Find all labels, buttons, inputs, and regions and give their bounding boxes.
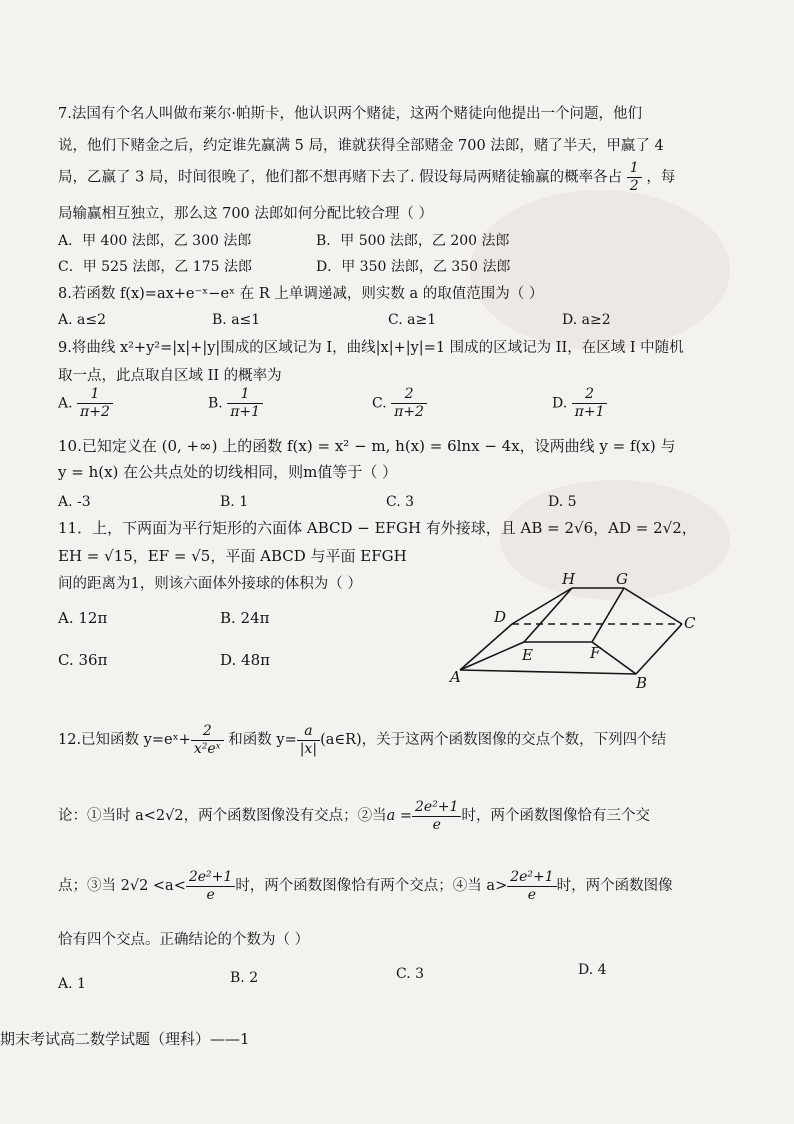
edge-CB [636,624,682,674]
q11-option-b: B. 24π [220,609,270,627]
q10-line1: 10.已知定义在 (0, +∞) 上的函数 f(x) = x² − m, h(x) = 6lnx − 4x，设两曲线 y = f(x) 与 [58,437,676,455]
edge-EH [524,588,572,642]
q12-fraction-c: $\frac{\text{2e²+1}}{e}$ [412,799,461,834]
edge-AB [460,670,636,674]
q10-option-d: D. 5 [548,494,577,510]
q12-fraction-d: $\frac{\text{2e²+1}}{e}$ [186,869,235,904]
q11-line3: 间的距离为1，则该六面体外接球的体积为（ ） [58,576,362,592]
q7-line2: 说，他们下赌金之后，约定谁先赢满 5 局，谁就获得全部赌金 700 法郎，赌了半天，甲赢了 4 [58,138,664,154]
label-H: H [562,570,576,588]
q9-option-c: C. $\frac{2}{\pi+2}$ [372,386,427,421]
label-F: F [590,644,601,662]
q12-line2: 论：①当时 a<2√2，两个函数图像没有交点；②当a = $\frac{\text{2e²+1}}{e}$ 时，两个函数图像恰有三个交 [58,798,650,833]
q11-option-c: C. 36π [58,651,108,669]
hexahedron-figure [446,566,706,690]
q12-option-c: C. 3 [396,966,425,982]
q8-stem: 8.若函数 f(x)=ax+e⁻ˣ−eˣ 在 R 上单调递减，则实数 a 的取值范围为（ ） [58,286,544,302]
q9-option-a: A. $\frac{1}{\pi+2}$ [58,386,113,421]
q10-line2: y = h(x) 在公共点处的切线相同，则m值等于（ ） [58,463,398,481]
q9-line2: 取一点，此点取自区域 II 的概率为 [58,368,282,384]
q11-line2: EH = √15，EF = √5，平面 ABCD 与平面 EFGH [58,547,407,565]
q9-option-d: D. $\frac{2}{\pi+1}$ [552,386,607,421]
q10-option-a: A. -3 [58,494,91,510]
label-B: B [636,674,648,690]
q11-option-d: D. 48π [220,651,270,669]
q9-option-b: B. $\frac{1}{\pi+1}$ [208,386,263,421]
q7-line4: 局输赢相互独立，那么这 700 法郎如何分配比较合理（ ） [58,206,434,222]
q8-option-c: C. a≥1 [388,312,437,328]
q12-fraction-e: $\frac{\text{2e²+1}}{e}$ [507,869,556,904]
label-E: E [522,646,533,664]
q7-line1: 7.法国有个名人叫做布莱尔·帕斯卡，他认识两个赌徒，这两个赌徒向他提出一个问题，他们 [58,106,642,122]
q12-fraction-a: $\frac{2}{\text{x²eˣ}}$ [191,723,224,758]
q12-line3: 点；③当 2√2 <a< $\frac{\text{2e²+1}}{e}$ 时，两个函数图像恰有两个交点；④当 a> $\frac{\text{2e²+1}}{e}$ 时，两个函数图像 [58,868,673,903]
q12-fraction-b: $\frac{a}{|x|}$ [297,723,320,758]
q8-option-b: B. a≤1 [212,312,261,328]
q12-option-b: B. 2 [230,970,259,986]
q7-option-c: C．甲 525 法郎，乙 175 法郎 [58,259,252,275]
q7-line3-text: 局，乙赢了 3 局，时间很晚了，他们都不想再赌下去了. 假设每局两赌徒输赢的概率各占 [58,169,623,186]
q7-option-a: A．甲 400 法郎，乙 300 法郎 [58,233,252,249]
q11-line1: 11．上，下两面为平行矩形的六面体 ABCD − EFGH 有外接球，且 AB = 2√6，AD = 2√2， [58,519,697,537]
q12-line4: 恰有四个交点。正确结论的个数为（ ） [58,932,310,948]
q12-line1: 12.已知函数 y=eˣ+ $\frac{2}{\text{x²eˣ}}$ 和函数 y= $\frac{a}{|x|}$ (a∈R)，关于这两个函数图像的交点个数，下列四个结 [58,722,667,757]
edge-GC [624,588,682,624]
q12-option-a: A. 1 [58,976,86,992]
q7-fraction: $\frac{1}{2}$ [627,160,642,195]
edge-DH [512,588,572,624]
q8-option-d: D. a≥2 [562,312,611,328]
edge-FG [592,588,624,642]
q7-option-d: D．甲 350 法郎，乙 350 法郎 [316,259,511,275]
q11-option-a: A. 12π [58,609,108,627]
q7-line3 [58,160,675,195]
page-footer: 期末考试高二数学试题（理科）——1 [0,1030,250,1048]
q8-option-a: A. a≤2 [58,312,106,328]
q10-option-b: B. 1 [220,494,249,510]
q7-option-b: B．甲 500 法郎，乙 200 法郎 [316,233,510,249]
label-C: C [684,614,696,632]
label-A: A [450,668,461,686]
q9-line1: 9.将曲线 x²+y²=|x|+|y|围成的区域记为 I，曲线|x|+|y|=1 围成的区域记为 II，在区域 I 中随机 [58,340,684,356]
edge-AD [460,624,512,670]
label-G: G [616,570,628,588]
q10-option-c: C. 3 [386,494,415,510]
label-D: D [494,608,507,626]
q12-option-d: D. 4 [578,962,607,978]
q7-line3-end: ，每 [646,169,676,186]
edge-AE [460,642,524,670]
